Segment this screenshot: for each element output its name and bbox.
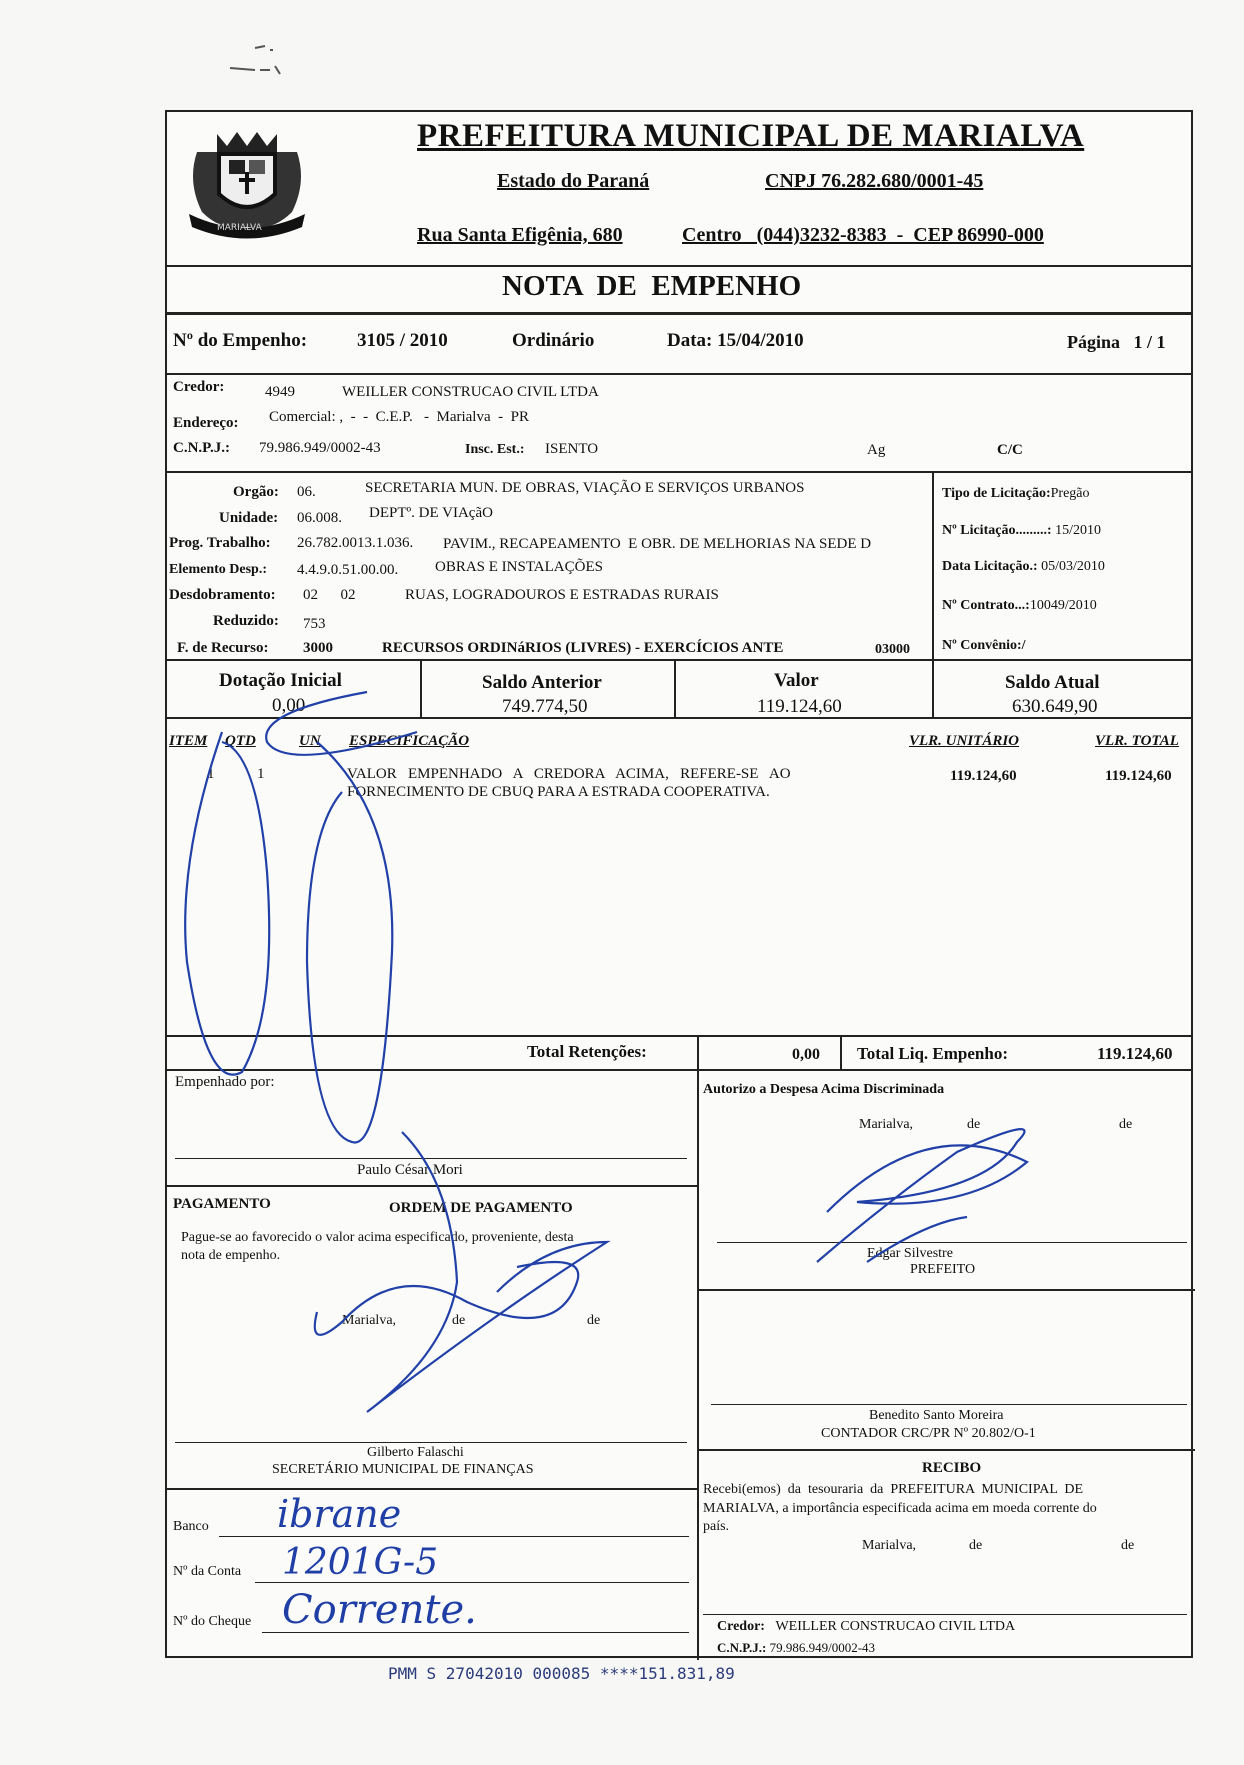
recibo-credor-value: WEILLER CONSTRUCAO CIVIL LTDA xyxy=(775,1619,1016,1634)
state-label: Estado do Paraná xyxy=(497,170,650,192)
prog-code: 26.782.0013.1.036. xyxy=(297,535,414,551)
svg-text:MARIALVA: MARIALVA xyxy=(217,223,262,233)
elemento-value: OBRAS E INSTALAÇÕES xyxy=(435,559,603,575)
orgao-label: Orgão: xyxy=(233,484,279,500)
autorizo-de-1: de xyxy=(967,1117,981,1132)
elemento-label: Elemento Desp.: xyxy=(169,562,267,577)
total-retencoes-value: 0,00 xyxy=(792,1046,820,1063)
empenho-number: 3105 / 2010 xyxy=(357,330,448,351)
dotacao-label: Dotação Inicial xyxy=(219,670,342,691)
total-liquido-value: 119.124,60 xyxy=(1097,1044,1173,1063)
saldo-atual-value: 630.649,90 xyxy=(1012,696,1098,717)
item-description-line1: VALOR EMPENHADO A CREDORA ACIMA, REFERE-SE AO xyxy=(347,766,791,782)
address-label: Rua Santa Efigênia, 680 xyxy=(417,224,623,246)
recurso-value: RECURSOS ORDINáRIOS (LIVRES) - EXERCÍCIOS ANTE xyxy=(382,640,784,656)
prog-value: PAVIM., RECAPEAMENTO E OBR. DE MELHORIAS NA SEDE D xyxy=(443,536,872,552)
recibo-city: Marialva, xyxy=(862,1538,917,1553)
item-number: 1 xyxy=(207,766,215,782)
orgao-code: 06. xyxy=(297,484,316,500)
contador-role: CONTADOR CRC/PR Nº 20.802/O-1 xyxy=(821,1426,1036,1441)
licitacao-date-value: 05/03/2010 xyxy=(1041,559,1105,574)
desdobramento-value: RUAS, LOGRADOUROS E ESTRADAS RURAIS xyxy=(405,587,719,603)
endereco-label: Endereço: xyxy=(173,415,239,431)
prog-label: Prog. Trabalho: xyxy=(169,535,271,551)
secretario-role: SECRETÁRIO MUNICIPAL DE FINANÇAS xyxy=(272,1462,534,1477)
handwritten-signatures xyxy=(167,112,1195,1660)
page-title: PREFEITURA MUNICIPAL DE MARIALVA xyxy=(417,118,1085,154)
valor-value: 119.124,60 xyxy=(757,696,842,717)
pagamento-de-1: de xyxy=(452,1313,466,1328)
recibo-de-1: de xyxy=(969,1538,983,1553)
autorizo-de-2: de xyxy=(1119,1117,1133,1132)
cnpj-credor-label: C.N.P.J.: xyxy=(173,440,230,456)
scan-marks xyxy=(220,30,340,80)
licitacao-number-value: 15/2010 xyxy=(1055,523,1101,538)
item-description-line2: FORNECIMENTO DE CBUQ PARA A ESTRADA COOPERATIVA. xyxy=(347,784,770,800)
recibo-credor-key: Credor: xyxy=(717,1619,765,1634)
total-liquido-label: Total Liq. Empenho: xyxy=(857,1044,1008,1063)
desdobramento-label: Desdobramento: xyxy=(169,587,276,603)
recibo-text-line1: Recebi(emos) da tesouraria da PREFEITURA MUNICIPAL DE xyxy=(703,1482,1084,1497)
document-title: NOTA DE EMPENHO xyxy=(502,270,802,302)
contact-label: Centro (044)3232-8383 - CEP 86990-000 xyxy=(682,224,1044,246)
saldo-atual-label: Saldo Atual xyxy=(1005,672,1100,693)
insc-label: Insc. Est.: xyxy=(465,442,525,457)
insc-value: ISENTO xyxy=(545,441,599,457)
reduzido-value: 753 xyxy=(303,616,326,632)
saldo-anterior-value: 749.774,50 xyxy=(502,696,588,717)
endereco-value: Comercial: , - - C.E.P. - Marialva - PR xyxy=(269,409,529,425)
prefeito-role: PREFEITO xyxy=(910,1262,976,1277)
cc-label: C/C xyxy=(997,442,1023,458)
contrato-value: 10049/2010 xyxy=(1029,598,1097,613)
recibo-text-line3: país. xyxy=(703,1519,730,1534)
footer-stamp: PMM S 27042010 000085 ****151.831,89 xyxy=(388,1664,735,1683)
tipo-licitacao-value: Pregão xyxy=(1050,486,1090,501)
tipo-licitacao-key: Tipo de Licitação: xyxy=(942,486,1051,501)
unidade-code: 06.008. xyxy=(297,510,342,526)
secretario-name: Gilberto Falaschi xyxy=(367,1445,464,1460)
total-retencoes-label: Total Retenções: xyxy=(527,1042,647,1061)
credor-label: Credor: xyxy=(173,379,225,395)
unidade-value: DEPTº. DE VIAçãO xyxy=(369,505,493,521)
credor-name: WEILLER CONSTRUCAO CIVIL LTDA xyxy=(342,384,599,400)
recibo-cnpj-key: C.N.P.J.: xyxy=(717,1640,767,1655)
pagamento-de-2: de xyxy=(587,1313,601,1328)
conta-handwritten: 1201G-5 xyxy=(282,1542,439,1583)
recibo-de-2: de xyxy=(1121,1538,1135,1553)
recibo-text-line2: MARIALVA, a importância especificada acima em moeda corrente do xyxy=(703,1501,1097,1516)
autorizo-city: Marialva, xyxy=(859,1117,914,1132)
empenho-date: Data: 15/04/2010 xyxy=(667,330,804,351)
item-column-header: ITEM xyxy=(169,733,208,749)
cheque-handwritten: Corrente. xyxy=(282,1587,477,1633)
orgao-value: SECRETARIA MUN. DE OBRAS, VIAÇÃO E SERVIÇOS URBANOS xyxy=(365,480,805,496)
recibo-title: RECIBO xyxy=(922,1460,982,1476)
un-column-header: UN xyxy=(299,733,321,749)
page-number: Página 1 / 1 xyxy=(1067,332,1166,352)
prefeito-name: Edgar Silvestre xyxy=(867,1246,953,1261)
item-qtd: 1 xyxy=(257,766,265,782)
banco-handwritten: ibrane xyxy=(277,1492,402,1536)
recurso-code: 3000 xyxy=(303,640,333,656)
ag-label: Ag xyxy=(867,442,886,458)
empenhado-por-label: Empenhado por: xyxy=(175,1074,275,1090)
credor-code: 4949 xyxy=(265,384,295,400)
recurso-label: F. de Recurso: xyxy=(177,640,269,656)
elemento-code: 4.4.9.0.51.00.00. xyxy=(297,562,399,578)
reduzido-label: Reduzido: xyxy=(213,613,279,629)
item-unit-value: 119.124,60 xyxy=(950,768,1017,784)
autorizo-label: Autorizo a Despesa Acima Discriminada xyxy=(703,1082,945,1097)
contrato-key: Nº Contrato...: xyxy=(942,598,1030,613)
dotacao-value: 0,00 xyxy=(272,695,306,716)
licitacao-date-key: Data Licitação.: xyxy=(942,559,1038,574)
recurso-code2: 03000 xyxy=(875,642,910,657)
unidade-label: Unidade: xyxy=(219,510,279,526)
ordem-pagamento-label: ORDEM DE PAGAMENTO xyxy=(389,1200,573,1216)
banco-label: Banco xyxy=(173,1519,209,1534)
item-total-value: 119.124,60 xyxy=(1105,768,1172,784)
cheque-label: Nº do Cheque xyxy=(173,1614,252,1629)
qtd-column-header: QTD xyxy=(225,733,256,749)
pagamento-city: Marialva, xyxy=(342,1313,397,1328)
especificacao-column-header: ESPECIFICAÇÃO xyxy=(349,733,470,749)
contador-name: Benedito Santo Moreira xyxy=(869,1408,1004,1423)
valor-label: Valor xyxy=(774,670,819,691)
empenho-number-label: Nº do Empenho: xyxy=(173,330,308,351)
conta-label: Nº da Conta xyxy=(173,1564,242,1579)
pague-text-line2: nota de empenho. xyxy=(181,1248,281,1263)
empenho-type: Ordinário xyxy=(512,330,595,351)
pagamento-label: PAGAMENTO xyxy=(173,1196,271,1212)
cnpj-credor-value: 79.986.949/0002-43 xyxy=(259,440,381,456)
recibo-cnpj-value: 79.986.949/0002-43 xyxy=(769,1640,876,1655)
licitacao-number-key: Nº Licitação.........: xyxy=(942,523,1052,538)
convenio-label: Nº Convênio:/ xyxy=(942,638,1026,653)
vlr-unitario-column-header: VLR. UNITÁRIO xyxy=(909,733,1020,749)
empenhador-name: Paulo César Mori xyxy=(357,1162,463,1178)
pague-text-line1: Pague-se ao favorecido o valor acima especificado, proveniente, desta xyxy=(181,1230,574,1245)
nota-de-empenho-form xyxy=(165,110,1193,1658)
desdobramento-code: 02 02 xyxy=(303,587,356,603)
cnpj-label: CNPJ 76.282.680/0001-45 xyxy=(765,170,984,192)
vlr-total-column-header: VLR. TOTAL xyxy=(1095,733,1179,749)
saldo-anterior-label: Saldo Anterior xyxy=(482,672,602,693)
